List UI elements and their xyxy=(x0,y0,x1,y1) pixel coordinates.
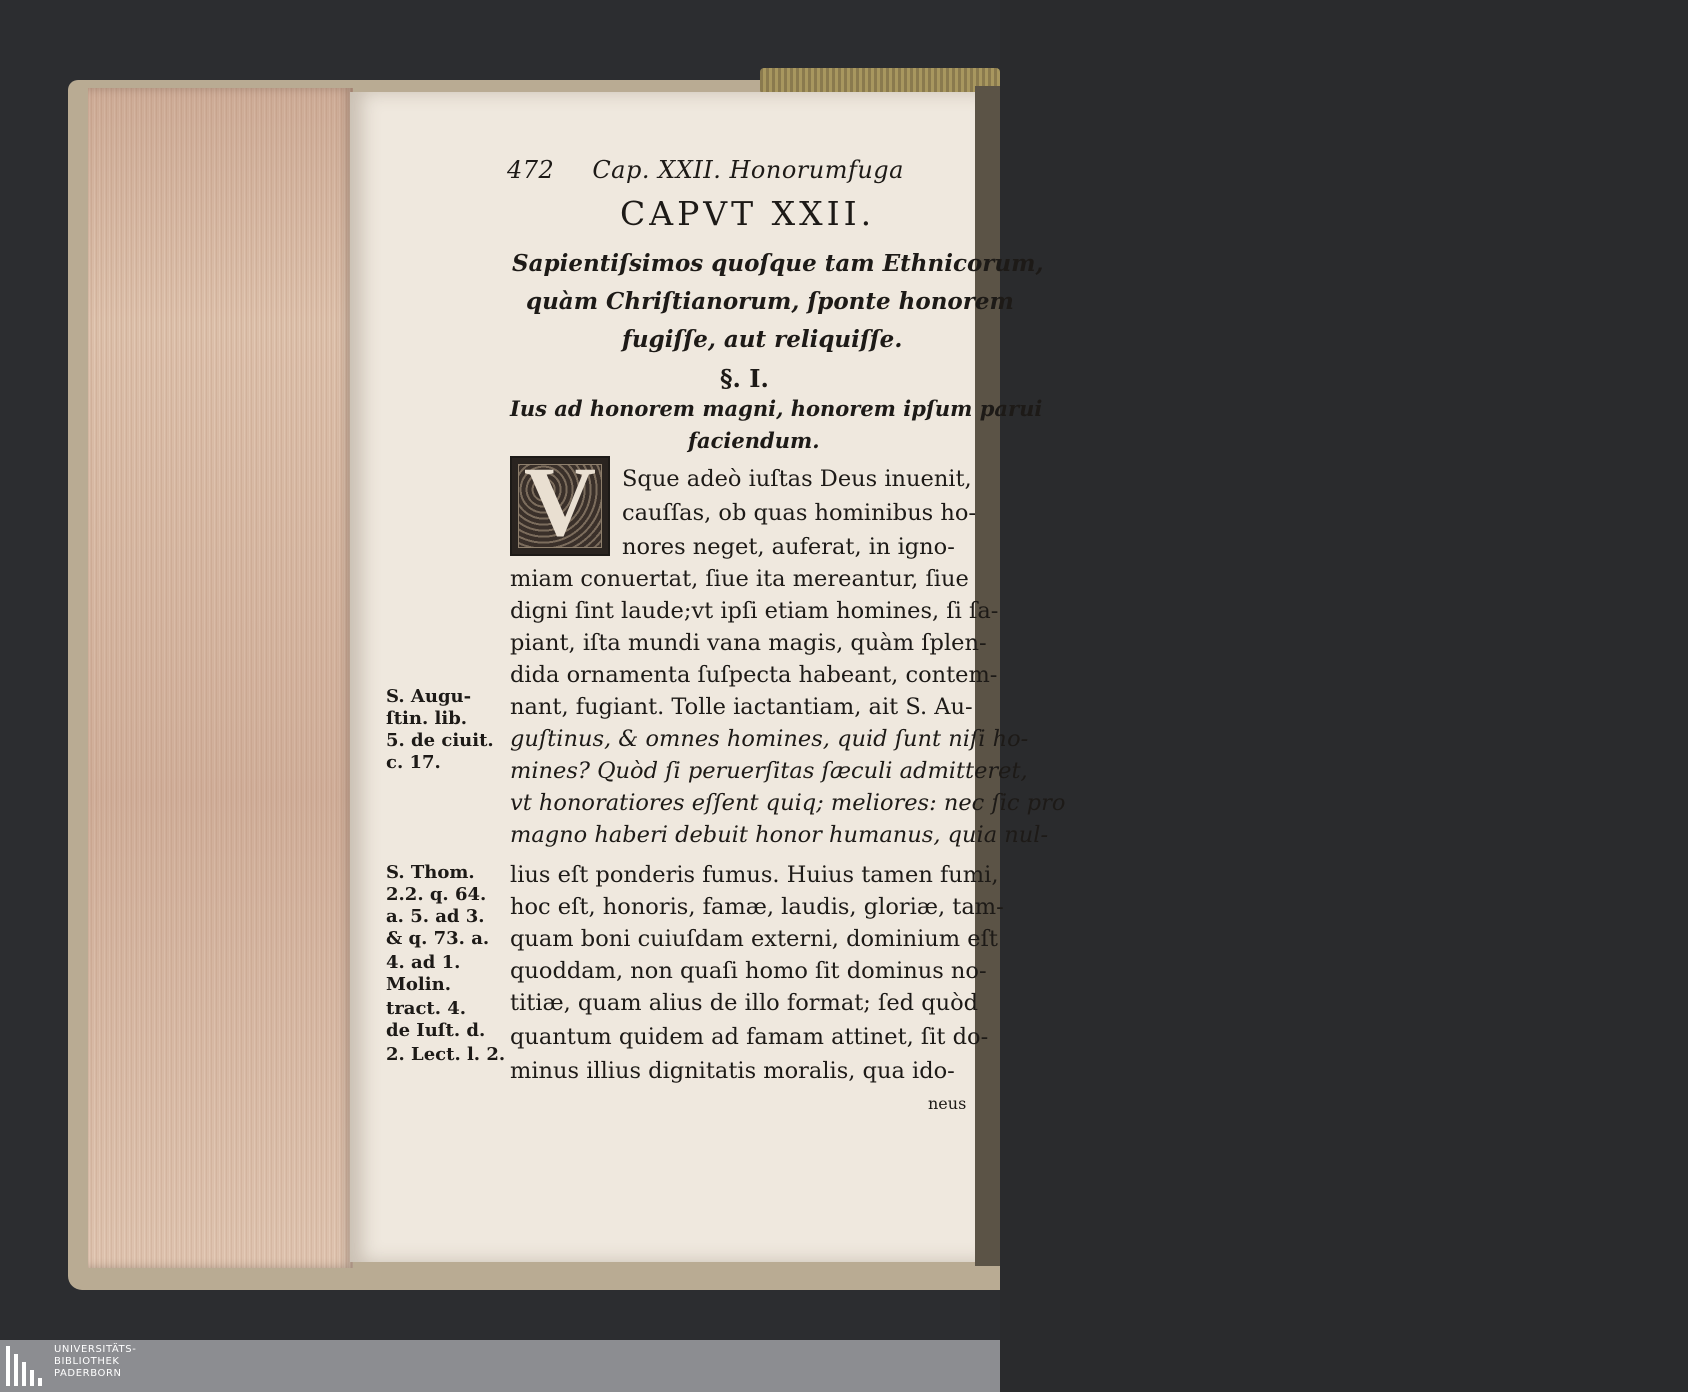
running-head-title: Cap. XXII. Honorumfuga xyxy=(592,156,904,184)
marginal-note-line: c. 17. xyxy=(386,752,441,773)
body-line: nores neget, auferat, in igno- xyxy=(622,534,955,560)
body-line: vt honoratiores eſſent quiq; meliores: nec ſic pro xyxy=(510,790,1066,816)
body-line: digni ſint laude;vt ipſi etiam homines, ſi ſa- xyxy=(510,598,999,624)
marginal-note-line: & q. 73. a. xyxy=(386,928,490,949)
marginal-note-line: 4. ad 1. xyxy=(386,952,461,973)
body-line: miam conuertat, ſiue ita mereantur, ſiue xyxy=(510,566,969,592)
body-line: quam boni cuiuſdam externi, dominium eſt xyxy=(510,926,998,952)
body-line: titiæ, quam alius de illo format; ſed quòd xyxy=(510,990,979,1016)
library-logo-icon xyxy=(6,1346,46,1386)
library-name xyxy=(54,1344,136,1380)
title-line-2: quàm Chriſtianorum, ſponte honorem xyxy=(526,288,1014,315)
library-name-line-2: BIBLIOTHEK xyxy=(54,1356,120,1367)
marginal-note-line: S. Augu- xyxy=(386,686,472,707)
running-head xyxy=(507,156,904,184)
body-line: guſtinus, & omnes homines, quid ſunt niſi ho- xyxy=(510,726,1029,752)
body-line: minus illius dignitatis moralis, qua ido- xyxy=(510,1058,955,1084)
decorated-initial xyxy=(510,446,610,557)
body-line: quoddam, non quaſi homo ſit dominus no- xyxy=(510,958,987,984)
marginal-note-line: a. 5. ad 3. xyxy=(386,906,485,927)
marginal-note-line: 2.2. q. 64. xyxy=(386,884,487,905)
body-line: dida ornamenta ſuſpecta habeant, contem- xyxy=(510,662,998,688)
body-line: nant, fugiant. Tolle iactantiam, ait S. Au- xyxy=(510,694,973,720)
body-line: Sque adeò iuſtas Deus inuenit, xyxy=(622,466,972,492)
marginal-note-line: 5. de ciuit. xyxy=(386,730,494,751)
title-line-1: Sapientiſsimos quoſque tam Ethnicorum, xyxy=(512,250,1044,277)
initial-letter: V xyxy=(523,446,597,557)
title-line-3: fugiſſe, aut reliquiſſe. xyxy=(622,326,903,353)
body-line: lius eſt ponderis fumus. Huius tamen fumi, xyxy=(510,862,999,888)
body-line: cauſſas, ob quas hominibus ho- xyxy=(622,500,977,526)
catchword: neus xyxy=(928,1094,967,1113)
library-name-line-3: PADERBORN xyxy=(54,1368,122,1379)
body-line: magno haberi debuit honor humanus, quia nul- xyxy=(510,822,1049,848)
body-line: quantum quidem ad famam attinet, ſit do- xyxy=(510,1024,989,1050)
body-line: piant, iſta mundi vana magis, quàm ſplen- xyxy=(510,630,987,656)
library-name-line-1: UNIVERSITÄTS- xyxy=(54,1344,137,1355)
body-line: mines? Quòd ſi peruerſitas ſæculi admitteret, xyxy=(510,758,1028,784)
marginal-note-line: S. Thom. xyxy=(386,862,475,883)
subtitle-line-1: Ius ad honorem magni, honorem ipſum parui xyxy=(510,396,1043,421)
page-fore-edge xyxy=(88,88,353,1268)
page-number: 472 xyxy=(507,156,555,184)
library-footer xyxy=(0,1340,1000,1392)
book-headband xyxy=(760,68,1000,94)
marginal-note-line: de Iuſt. d. xyxy=(386,1020,486,1041)
marginal-note-line: Molin. xyxy=(386,974,451,995)
marginal-note-line: tract. 4. xyxy=(386,998,467,1019)
marginal-note-line: 2. Lect. l. 2. xyxy=(386,1044,506,1065)
section-mark: §. I. xyxy=(720,364,769,393)
subtitle-line-2: faciendum. xyxy=(688,428,820,453)
chapter-heading: CAPVT XXII. xyxy=(620,194,876,233)
marginal-note-line: ſtin. lib. xyxy=(386,708,468,729)
body-line: hoc eſt, honoris, famæ, laudis, gloriæ, tam- xyxy=(510,894,1004,920)
